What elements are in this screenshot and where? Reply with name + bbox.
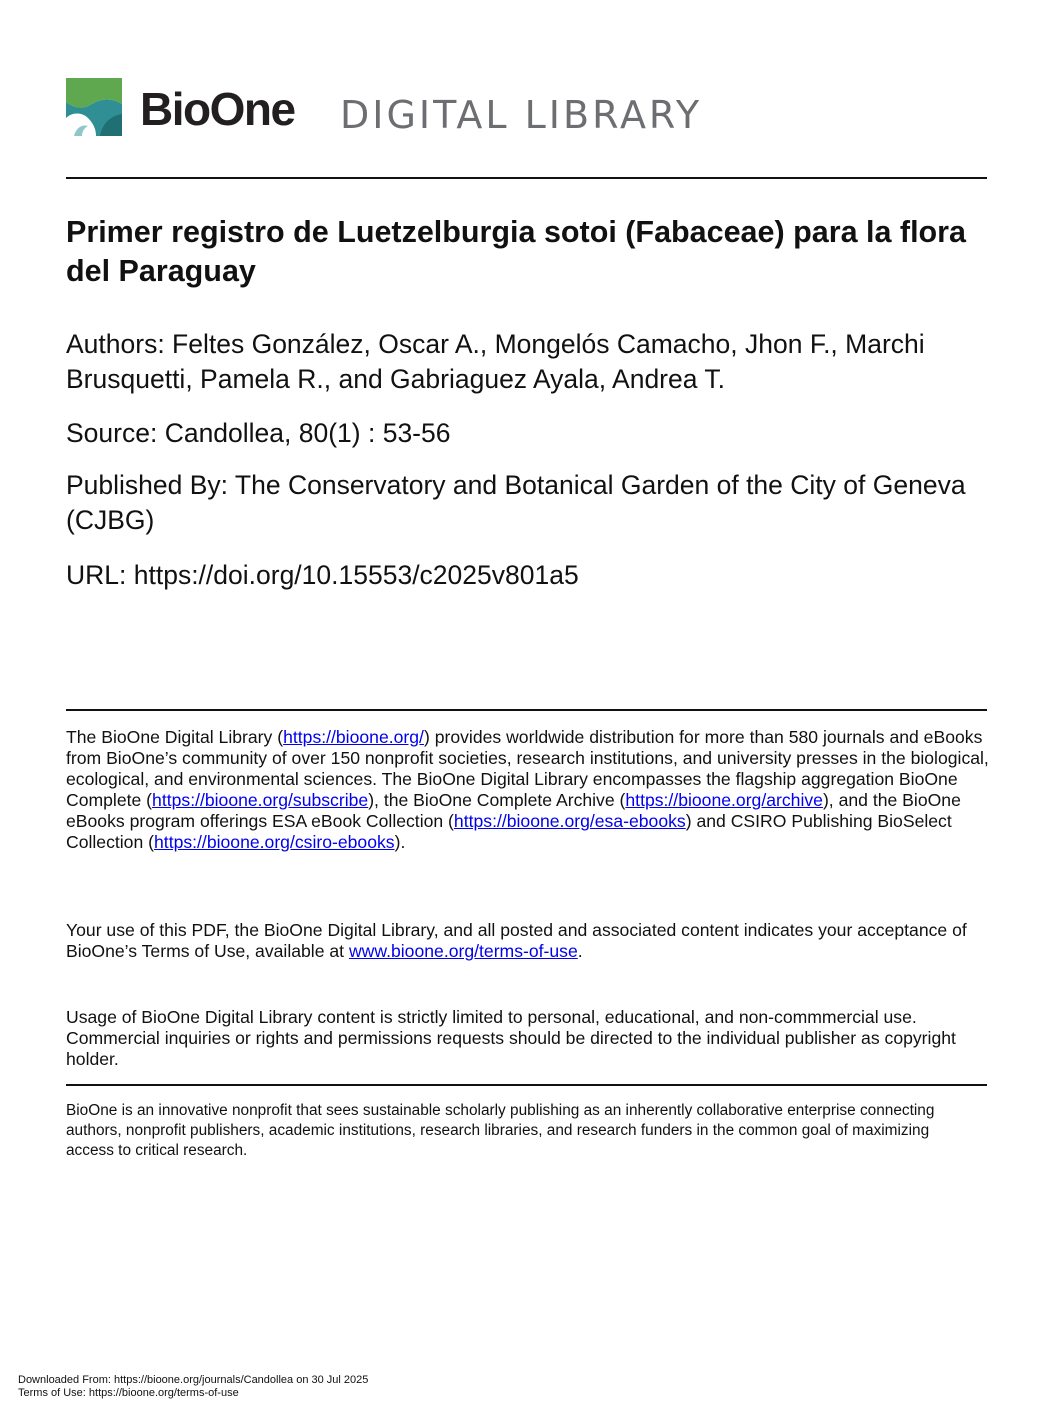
description-text: ) and CSIRO Publishing BioSelect Collection ( [66, 811, 952, 852]
description-text: ). [394, 832, 406, 852]
bioone-leaf-wave-icon [66, 78, 122, 136]
bioone-description [66, 727, 991, 853]
subscribe-link[interactable]: https://bioone.org/subscribe [152, 790, 369, 810]
description-text: ), and the BioOne eBooks program offerings ESA eBook Collection ( [66, 790, 961, 831]
terms-of-use-link[interactable]: www.bioone.org/terms-of-use [348, 941, 578, 961]
info-divider-top [66, 709, 987, 711]
article-url: URL: https://doi.org/10.15553/c2025v801a5 [66, 560, 579, 590]
description-text: The BioOne Digital Library ( [66, 727, 284, 747]
bioone-mission: BioOne is an innovative nonprofit that sees sustainable scholarly publishing as an inherently collaborative enterprise connecting authors, nonprofit publishers, academic institutions, research libraries, and research funders in the common goal of maximizing access to critical research. [66, 1102, 935, 1159]
usage-notice: Usage of BioOne Digital Library content is strictly limited to personal, educational, and non-commmercial use. Commercial inquiries or rights and permissions requests should be directed to the individual publisher as copyright holder. [66, 1007, 956, 1069]
download-footer: Downloaded From: https://bioone.org/journals/Candollea on 30 Jul 2025 [18, 1374, 369, 1386]
info-divider-bottom [66, 1084, 987, 1086]
archive-link[interactable]: https://bioone.org/archive [625, 790, 823, 810]
article-source: Source: Candollea, 80(1) : 53-56 [66, 418, 451, 448]
bioone-logo[interactable] [66, 76, 786, 138]
terms-notice [66, 920, 991, 962]
terms-text: Your use of this PDF, the BioOne Digital Library, and all posted and associated content indicates your acceptance of BioOne’s Terms of Use, available at [66, 920, 967, 961]
article-authors: Authors: Feltes González, Oscar A., Mongelós Camacho, Jhon F., Marchi Brusquetti, Pamela R., and Gabriaguez Ayala, Andrea T. [66, 329, 925, 394]
bioone-home-link[interactable]: https://bioone.org/ [283, 727, 424, 747]
logo-subtitle: DIGITAL LIBRARY [340, 93, 703, 137]
logo-wordmark: BioOne [140, 83, 295, 135]
article-title: Primer registro de Luetzelburgia sotoi (Fabaceae) para la flora del Paraguay [66, 215, 967, 288]
description-text: ) provides worldwide distribution for more than 580 journals and eBooks from BioOne’s community of over 150 nonprofit societies, research institutions, and university presses in the biological, ecological, and environmental sciences. The BioOne Digital Library encompasses the flagship aggregation BioOne Complete ( [66, 727, 989, 810]
description-text: ), the BioOne Complete Archive ( [368, 790, 626, 810]
terms-text: . [577, 941, 583, 961]
header-divider [66, 177, 987, 179]
terms-footer: Terms of Use: https://bioone.org/terms-of-use [18, 1387, 239, 1399]
article-publisher: Published By: The Conservatory and Botanical Garden of the City of Geneva (CJBG) [66, 470, 966, 535]
esa-ebooks-link[interactable]: https://bioone.org/esa-ebooks [453, 811, 686, 831]
csiro-ebooks-link[interactable]: https://bioone.org/csiro-ebooks [154, 832, 395, 852]
